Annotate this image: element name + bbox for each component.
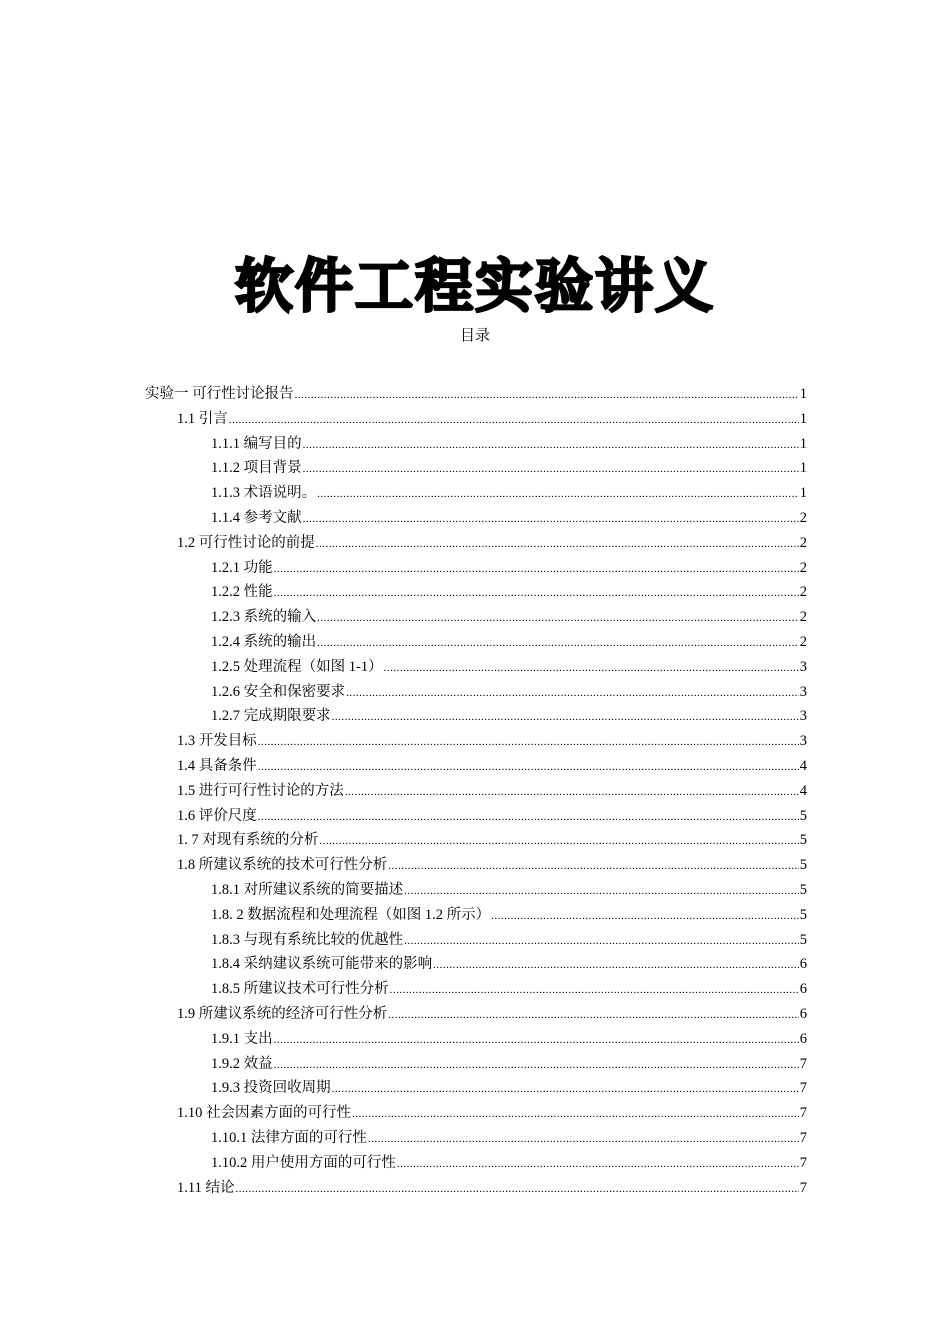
toc-dot-leader [235,1177,798,1202]
toc-entry[interactable] [145,704,807,729]
toc-dot-leader [404,929,799,954]
toc-entry-label: 1.2.5 处理流程（如图 1-1） [211,658,383,675]
toc-dot-leader [388,1003,799,1028]
toc-entry[interactable] [145,580,807,605]
toc-entry-label: 1.1.2 项目背景 [211,460,302,477]
toc-entry-label: 1.1.4 参考文献 [211,509,302,526]
toc-entry[interactable] [145,729,807,754]
toc-entry-page-number: 5 [799,906,807,923]
toc-entry-page-number: 1 [799,386,807,402]
toc-entry-page-number: 7 [799,1154,807,1171]
toc-heading: 目录 [459,328,490,344]
toc-entry-page-number: 7 [799,1080,807,1097]
toc-dot-leader [274,1053,799,1078]
toc-entry[interactable] [145,952,807,977]
toc-dot-leader [274,557,799,582]
toc-entry-label: 1.2.3 系统的输入 [211,609,317,626]
toc-entry-label: 1.1 引言 [177,410,228,427]
toc-dot-leader [303,433,799,458]
toc-entry[interactable] [145,903,807,928]
toc-dot-leader [274,1028,799,1053]
document-title: 软件工程实验讲义 [234,252,715,320]
toc-entry[interactable] [145,828,807,853]
toc-entry[interactable] [145,853,807,878]
toc-entry-label: 1.10.2 用户使用方面的可行性 [211,1154,396,1171]
toc-entry-label: 1.8.5 所建议技术可行性分析 [211,981,389,998]
toc-entry[interactable] [145,977,807,1002]
toc-entry-page-number: 2 [799,509,807,526]
toc-entry-page-number: 2 [799,633,807,650]
toc-entry-page-number: 2 [799,609,807,626]
toc-dot-leader [319,829,798,854]
toc-entry-page-number: 5 [799,857,807,874]
toc-dot-leader [368,1127,799,1152]
toc-entry-page-number: 1 [799,460,807,477]
toc-entry[interactable] [145,1027,807,1052]
toc-entry[interactable] [145,1101,807,1126]
toc-entry[interactable] [145,754,807,779]
toc-entry-label: 1.4 具备条件 [177,757,257,774]
toc-entry[interactable] [145,630,807,655]
toc-entry-page-number: 2 [799,534,807,551]
toc-entry-page-number: 1 [799,435,807,452]
toc-entry-page-number: 2 [799,559,807,576]
toc-entry-label: 1.8. 2 数据流程和处理流程（如图 1.2 所示） [211,906,491,923]
toc-entry-page-number: 6 [799,956,807,973]
toc-entry[interactable] [145,382,807,407]
toc-entry-label: 1.8 所建议系统的技术可行性分析 [177,857,388,874]
toc-entry[interactable] [145,605,807,630]
toc-dot-leader [346,681,799,706]
toc-dot-leader [303,457,799,482]
toc-dot-leader [229,408,799,433]
toc-entry-label: 1.9.2 效益 [211,1055,273,1072]
toc-entry[interactable] [145,1176,807,1201]
toc-entry-page-number: 2 [799,584,807,601]
toc-dot-leader [388,854,799,879]
toc-entry-label: 1.2.7 完成期限要求 [211,708,331,725]
toc-entry-label: 1.2.1 功能 [211,559,273,576]
toc-entry-label: 1.10 社会因素方面的可行性 [177,1105,351,1122]
toc-entry-page-number: 6 [799,1030,807,1047]
toc-dot-leader [317,482,799,507]
toc-entry[interactable] [145,1126,807,1151]
toc-dot-leader [317,606,799,631]
toc-entry-label: 1.8.1 对所建议系统的简要描述 [211,881,404,898]
toc-entry-label: 1.1.3 术语说明。 [211,485,317,502]
toc-entry-page-number: 3 [799,708,807,725]
toc-entry-label: 1.9.1 支出 [211,1030,273,1047]
toc-entry-page-number: 7 [799,1129,807,1146]
toc-entry-label: 1.8.3 与现有系统比较的优越性 [211,931,404,948]
toc-entry-page-number: 1 [799,485,807,502]
toc-entry-label: 实验一 可行性讨论报告 [145,386,294,402]
toc-dot-leader [258,730,799,755]
toc-entry[interactable] [145,1151,807,1176]
toc-entry[interactable] [145,1002,807,1027]
toc-dot-leader [352,1102,799,1127]
toc-dot-leader [295,383,799,408]
toc-entry[interactable] [145,779,807,804]
toc-entry-label: 1.3 开发目标 [177,733,257,750]
toc-entry-page-number: 3 [799,658,807,675]
toc-entry-label: 1.2 可行性讨论的前提 [177,534,315,551]
toc-entry-label: 1.2.2 性能 [211,584,273,601]
toc-entry-label: 1.11 结论 [177,1179,235,1196]
toc-dot-leader [258,805,799,830]
toc-entry-label: 1.5 进行可行性讨论的方法 [177,782,344,799]
toc-entry[interactable] [145,456,807,481]
toc-entry-page-number: 7 [799,1055,807,1072]
table-of-contents [145,382,807,1200]
toc-entry[interactable] [145,655,807,680]
toc-entry[interactable] [145,928,807,953]
toc-entry-label: 1.6 评价尺度 [177,807,257,824]
toc-entry-page-number: 5 [799,807,807,824]
toc-dot-leader [316,532,799,557]
toc-entry[interactable] [145,878,807,903]
toc-entry-page-number: 6 [799,1005,807,1022]
toc-entry-page-number: 7 [799,1105,807,1122]
toc-entry[interactable] [145,1076,807,1101]
toc-dot-leader [258,755,799,780]
toc-dot-leader [303,507,799,532]
toc-entry[interactable] [145,432,807,457]
toc-entry-page-number: 3 [799,733,807,750]
toc-entry[interactable] [145,407,807,432]
toc-dot-leader [274,581,799,606]
toc-entry-label: 1.9.3 投资回收周期 [211,1080,331,1097]
toc-entry[interactable] [145,481,807,506]
toc-entry-label: 1.2.6 安全和保密要求 [211,683,346,700]
toc-entry-label: 1.8.4 采纳建议系统可能带来的影响 [211,956,433,973]
toc-dot-leader [384,656,799,681]
toc-dot-leader [404,879,799,904]
toc-dot-leader [390,978,799,1003]
toc-entry-label: 1.10.1 法律方面的可行性 [211,1129,367,1146]
toc-entry-page-number: 5 [799,931,807,948]
toc-entry-label: 1.2.4 系统的输出 [211,633,317,650]
toc-entry[interactable] [145,506,807,531]
toc-dot-leader [317,631,799,656]
toc-entry-page-number: 5 [799,881,807,898]
toc-entry-page-number: 4 [799,757,807,774]
toc-entry-label: 1.9 所建议系统的经济可行性分析 [177,1005,388,1022]
toc-dot-leader [345,780,799,805]
toc-entry[interactable] [145,804,807,829]
toc-entry[interactable] [145,1052,807,1077]
toc-entry[interactable] [145,680,807,705]
toc-entry-label: 1. 7 对现有系统的分析 [177,832,319,849]
toc-entry-page-number: 1 [799,410,807,427]
toc-dot-leader [433,953,799,978]
toc-entry-page-number: 6 [799,981,807,998]
toc-dot-leader [332,1077,799,1102]
toc-entry-page-number: 3 [799,683,807,700]
toc-dot-leader [491,904,799,929]
toc-dot-leader [397,1152,799,1177]
toc-entry-page-number: 5 [799,832,807,849]
toc-entry-page-number: 7 [799,1179,807,1196]
toc-entry[interactable] [145,556,807,581]
toc-entry[interactable] [145,531,807,556]
toc-entry-label: 1.1.1 编写目的 [211,435,302,452]
toc-entry-page-number: 4 [799,782,807,799]
toc-dot-leader [332,705,799,730]
